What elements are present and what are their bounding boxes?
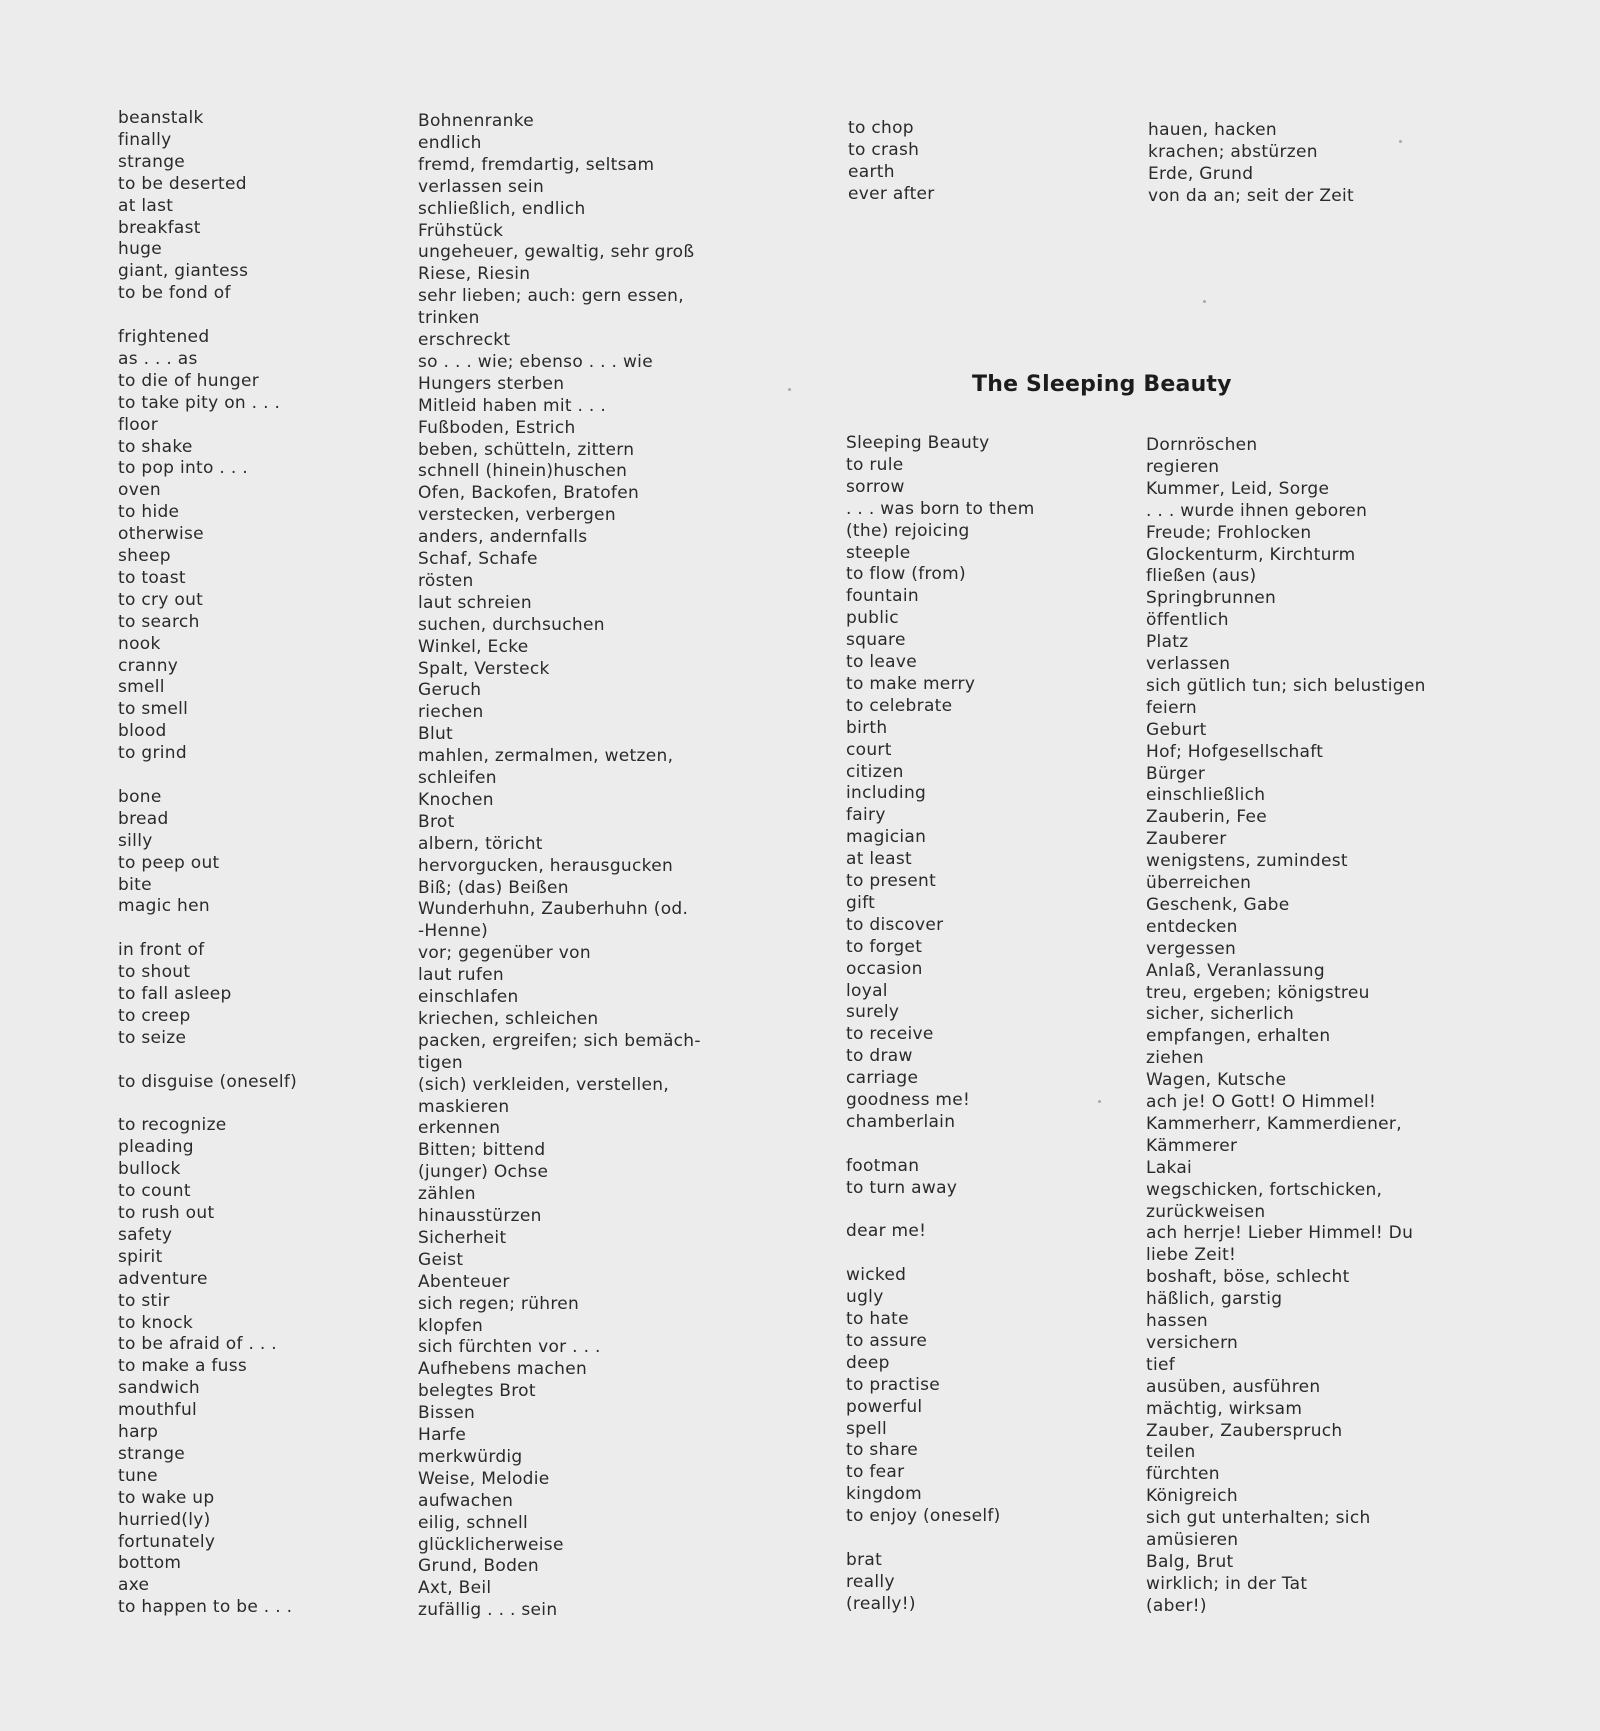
vocab-entry: anders, andernfalls xyxy=(418,527,588,548)
vocab-entry: magic hen xyxy=(118,896,210,917)
vocab-entry: Bitten; bittend xyxy=(418,1140,546,1161)
vocab-entry: adventure xyxy=(118,1268,208,1289)
vocab-entry: Geruch xyxy=(418,680,482,701)
vocab-entry: to assure xyxy=(846,1330,928,1351)
vocab-entry: Spalt, Versteck xyxy=(418,658,550,679)
vocab-entry: Harfe xyxy=(418,1425,467,1445)
vocab-entry: ungeheuer, gewaltig, sehr groß xyxy=(418,242,695,263)
vocab-entry: to be afraid of . . . xyxy=(118,1334,277,1355)
vocab-entry: ausüben, ausführen xyxy=(1146,1376,1321,1397)
vocab-entry: Kämmerer xyxy=(1146,1135,1238,1156)
vocab-entry: to stir xyxy=(118,1290,170,1311)
vocab-entry: magician xyxy=(846,827,927,848)
vocab-entry: . . . wurde ihnen geboren xyxy=(1146,500,1368,521)
vocab-entry: to hate xyxy=(846,1309,909,1329)
vocab-entry: tune xyxy=(118,1465,158,1486)
vocab-entry: häßlich, garstig xyxy=(1146,1289,1283,1310)
vocab-entry: Wagen, Kutsche xyxy=(1146,1070,1287,1091)
vocab-entry: Frühstück xyxy=(418,220,504,241)
vocab-entry: sehr lieben; auch: gern essen, xyxy=(418,286,684,307)
vocab-entry: ach je! O Gott! O Himmel! xyxy=(1146,1092,1377,1112)
vocab-entry: verlassen sein xyxy=(418,176,545,197)
vocab-entry: fließen (aus) xyxy=(1146,566,1257,587)
vocab-entry: harp xyxy=(118,1422,159,1442)
vocab-entry: Zauberer xyxy=(1146,829,1227,850)
vocab-entry: fountain xyxy=(846,586,919,607)
vocab-entry: kriechen, schleichen xyxy=(418,1008,599,1029)
vocab-entry: sich gütlich tun; sich belustigen xyxy=(1146,675,1426,696)
vocab-entry: zählen xyxy=(418,1184,476,1205)
vocab-entry: wenigstens, zumindest xyxy=(1146,851,1348,872)
vocab-entry: to recognize xyxy=(118,1115,227,1136)
vocab-entry: frightened xyxy=(118,327,210,347)
vocab-entry: bullock xyxy=(118,1159,181,1180)
vocab-entry: Grund, Boden xyxy=(418,1556,539,1577)
vocab-entry: erschreckt xyxy=(418,330,511,350)
vocab-entry: strange xyxy=(118,151,186,172)
vocab-entry: strange xyxy=(118,1443,186,1464)
vocab-entry: bread xyxy=(118,808,169,829)
vocab-entry: to shake xyxy=(118,436,193,457)
vocab-entry: sandwich xyxy=(118,1378,200,1399)
vocab-entry: to die of hunger xyxy=(118,370,259,391)
vocab-entry: to seize xyxy=(118,1027,187,1048)
vocab-entry: sicher, sicherlich xyxy=(1146,1004,1295,1025)
vocab-entry: maskieren xyxy=(418,1096,510,1117)
vocab-entry: to pop into . . . xyxy=(118,458,248,479)
vocab-entry: to enjoy (oneself) xyxy=(846,1506,1001,1527)
vocab-entry: hinausstürzen xyxy=(418,1206,542,1226)
vocab-entry: aufwachen xyxy=(418,1490,514,1511)
vocab-entry: including xyxy=(846,783,927,804)
vocab-entry: packen, ergreifen; sich bemäch- xyxy=(418,1030,701,1051)
vocab-entry: . . . was born to them xyxy=(846,498,1035,519)
vocab-entry: zurückweisen xyxy=(1146,1201,1266,1222)
vocab-entry: ever after xyxy=(848,183,935,204)
vocab-entry: at last xyxy=(118,195,174,216)
vocab-entry: dear me! xyxy=(846,1221,927,1242)
vocab-entry: sorrow xyxy=(846,476,905,497)
vocab-entry: trinken xyxy=(418,308,480,329)
vocab-entry: beben, schütteln, zittern xyxy=(418,439,635,460)
vocab-entry: citizen xyxy=(846,761,904,782)
vocab-entry: to creep xyxy=(118,1005,191,1026)
vocab-entry: court xyxy=(846,739,892,760)
vocab-entry: to make a fuss xyxy=(118,1356,248,1377)
vocab-entry: Geschenk, Gabe xyxy=(1146,894,1290,915)
vocab-entry: to chop xyxy=(848,118,914,138)
vocab-entry: wicked xyxy=(846,1265,907,1286)
vocab-entry: oven xyxy=(118,480,161,501)
vocab-entry: in front of xyxy=(118,940,205,961)
vocab-entry: blood xyxy=(118,721,167,742)
vocab-entry: spirit xyxy=(118,1246,163,1267)
scan-speck xyxy=(788,388,791,391)
vocab-entry: einschließlich xyxy=(1146,785,1266,806)
vocab-entry: wirklich; in der Tat xyxy=(1146,1573,1308,1594)
vocab-entry: Kammerherr, Kammerdiener, xyxy=(1146,1113,1402,1134)
vocab-entry: to turn away xyxy=(846,1177,958,1198)
vocab-entry: zufällig . . . sein xyxy=(418,1600,558,1621)
vocab-entry: -Henne) xyxy=(418,921,489,942)
vocab-entry: to toast xyxy=(118,567,186,588)
vocab-entry: silly xyxy=(118,830,153,851)
vocab-entry: Bissen xyxy=(418,1403,476,1424)
vocab-entry: schleifen xyxy=(418,768,497,788)
vocab-entry: erkennen xyxy=(418,1118,501,1139)
vocab-entry: to draw xyxy=(846,1046,913,1067)
vocab-entry: nook xyxy=(118,633,161,654)
vocab-entry: einschlafen xyxy=(418,987,519,1007)
vocab-entry: fortunately xyxy=(118,1531,216,1552)
vocab-entry: (junger) Ochse xyxy=(418,1162,549,1183)
vocab-entry: Lakai xyxy=(1146,1157,1193,1178)
vocab-entry: Blut xyxy=(418,724,454,745)
vocab-entry: Riese, Riesin xyxy=(418,264,531,285)
vocab-entry: to discover xyxy=(846,914,944,935)
vocab-entry: cranny xyxy=(118,655,179,676)
vocab-entry: at least xyxy=(846,849,913,870)
vocab-entry: tigen xyxy=(418,1052,463,1073)
vocab-entry: to practise xyxy=(846,1374,941,1395)
vocab-entry: Anlaß, Veranlassung xyxy=(1146,960,1325,981)
vocab-entry: Balg, Brut xyxy=(1146,1551,1234,1572)
vocab-entry: mahlen, zermalmen, wetzen, xyxy=(418,746,674,767)
vocab-entry: Sleeping Beauty xyxy=(846,433,990,453)
vocab-entry: smell xyxy=(118,677,165,698)
vocab-entry: entdecken xyxy=(1146,916,1238,937)
vocab-entry: klopfen xyxy=(418,1315,484,1336)
vocab-entry: Hungers sterben xyxy=(418,373,565,394)
vocab-entry: krachen; abstürzen xyxy=(1148,141,1318,162)
vocab-entry: tief xyxy=(1146,1354,1176,1375)
vocab-entry: belegtes Brot xyxy=(418,1381,536,1402)
vocab-entry: Brot xyxy=(418,811,455,832)
vocab-entry: treu, ergeben; königstreu xyxy=(1146,982,1370,1003)
vocab-entry: safety xyxy=(118,1224,173,1245)
vocab-entry: to present xyxy=(846,871,937,891)
vocab-entry: breakfast xyxy=(118,217,201,238)
vocab-entry: Platz xyxy=(1146,632,1189,653)
vocab-entry: beanstalk xyxy=(118,108,204,128)
vocab-entry: giant, giantess xyxy=(118,261,249,282)
vocab-entry: boshaft, böse, schlecht xyxy=(1146,1267,1350,1288)
vocab-entry: bone xyxy=(118,786,162,807)
vocab-entry: sich fürchten vor . . . xyxy=(418,1337,601,1358)
vocab-entry: steeple xyxy=(846,542,911,563)
vocab-entry: Zauber, Zauberspruch xyxy=(1146,1420,1343,1441)
vocab-entry: really xyxy=(846,1571,895,1592)
vocab-entry: Schaf, Schafe xyxy=(418,549,538,569)
vocab-entry: finally xyxy=(118,129,172,150)
vocab-entry: axe xyxy=(118,1575,150,1596)
vocab-entry: verstecken, verbergen xyxy=(418,505,616,526)
vocab-entry: Axt, Beil xyxy=(418,1578,492,1599)
vocab-entry: versichern xyxy=(1146,1332,1239,1353)
vocab-entry: to celebrate xyxy=(846,695,953,716)
vocab-entry: hauen, hacken xyxy=(1148,120,1277,140)
vocab-entry: Sicherheit xyxy=(418,1227,507,1248)
vocab-entry: to share xyxy=(846,1440,918,1461)
vocab-entry: wegschicken, fortschicken, xyxy=(1146,1179,1383,1200)
vocab-entry: vergessen xyxy=(1146,938,1237,959)
vocab-entry: Königreich xyxy=(1146,1486,1238,1507)
vocab-entry: to grind xyxy=(118,743,187,764)
vocab-entry: sich regen; rühren xyxy=(418,1293,580,1314)
vocab-entry: deep xyxy=(846,1352,890,1373)
vocab-entry: (the) rejoicing xyxy=(846,520,970,541)
vocab-entry: Bürger xyxy=(1146,763,1206,784)
vocab-entry: to fear xyxy=(846,1462,905,1483)
vocab-entry: to disguise (oneself) xyxy=(118,1071,298,1092)
vocab-entry: überreichen xyxy=(1146,873,1252,893)
vocab-entry: Wunderhuhn, Zauberhuhn (od. xyxy=(418,899,689,920)
vocab-entry: hervorgucken, herausgucken xyxy=(418,855,674,876)
vocab-entry: liebe Zeit! xyxy=(1146,1245,1237,1266)
vocab-entry: bite xyxy=(118,874,152,895)
vocab-entry: ugly xyxy=(846,1287,884,1308)
vocab-entry: Dornröschen xyxy=(1146,435,1258,455)
vocab-entry: square xyxy=(846,630,906,651)
vocab-entry: Winkel, Ecke xyxy=(418,636,529,657)
vocab-entry: (sich) verkleiden, verstellen, xyxy=(418,1074,670,1095)
vocab-entry: surely xyxy=(846,1002,900,1023)
vocab-entry: pleading xyxy=(118,1137,194,1158)
vocab-entry: Springbrunnen xyxy=(1146,588,1277,609)
vocab-entry: footman xyxy=(846,1155,920,1176)
vocab-entry: suchen, durchsuchen xyxy=(418,614,605,635)
vocab-entry: floor xyxy=(118,414,158,435)
vocab-entry: birth xyxy=(846,717,888,738)
vocab-entry: bottom xyxy=(118,1553,182,1574)
vocab-entry: to wake up xyxy=(118,1487,215,1508)
vocab-entry: to cry out xyxy=(118,589,204,610)
vocab-entry: Freude; Frohlocken xyxy=(1146,522,1312,543)
vocab-entry: Bohnenranke xyxy=(418,111,535,131)
vocab-entry: to happen to be . . . xyxy=(118,1597,293,1618)
vocab-entry: carriage xyxy=(846,1068,919,1089)
vocab-entry: Ofen, Backofen, Bratofen xyxy=(418,483,640,504)
vocab-entry: Biß; (das) Beißen xyxy=(418,877,569,898)
vocab-entry: to be deserted xyxy=(118,173,247,194)
vocab-entry: to crash xyxy=(848,139,920,160)
vocab-entry: to take pity on . . . xyxy=(118,392,281,413)
vocab-entry: Kummer, Leid, Sorge xyxy=(1146,478,1330,499)
vocab-entry: sheep xyxy=(118,546,171,566)
vocab-entry: von da an; seit der Zeit xyxy=(1148,185,1355,206)
vocab-entry: to receive xyxy=(846,1024,934,1045)
vocab-entry: otherwise xyxy=(118,524,204,545)
vocab-entry: feiern xyxy=(1146,697,1197,718)
vocab-entry: schließlich, endlich xyxy=(418,198,586,219)
scan-speck xyxy=(1098,1100,1101,1103)
vocab-entry: schnell (hinein)huschen xyxy=(418,461,628,482)
vocab-entry: kingdom xyxy=(846,1484,922,1505)
vocab-entry: to be fond of xyxy=(118,283,231,304)
vocab-entry: verlassen xyxy=(1146,654,1231,674)
vocab-entry: Hof; Hofgesellschaft xyxy=(1146,741,1324,762)
vocab-entry: chamberlain xyxy=(846,1111,956,1132)
vocab-entry: to rush out xyxy=(118,1203,215,1223)
vocab-entry: teilen xyxy=(1146,1442,1196,1463)
vocab-entry: empfangen, erhalten xyxy=(1146,1026,1331,1047)
vocab-entry: mächtig, wirksam xyxy=(1146,1398,1303,1419)
vocab-entry: fürchten xyxy=(1146,1464,1220,1485)
vocab-entry: hurried(ly) xyxy=(118,1509,211,1530)
vocab-entry: powerful xyxy=(846,1396,923,1417)
vocab-entry: to make merry xyxy=(846,673,976,694)
vocab-entry: regieren xyxy=(1146,456,1220,477)
vocab-entry: loyal xyxy=(846,980,888,1001)
vocab-entry: Knochen xyxy=(418,789,494,810)
vocab-entry: spell xyxy=(846,1418,888,1439)
vocab-entry: Weise, Melodie xyxy=(418,1468,550,1489)
vocab-entry: riechen xyxy=(418,702,484,723)
vocab-entry: to peep out xyxy=(118,852,220,873)
vocab-entry: Glockenturm, Kirchturm xyxy=(1146,544,1356,565)
vocab-entry: so . . . wie; ebenso . . . wie xyxy=(418,351,653,372)
vocab-entry: (really!) xyxy=(846,1593,916,1614)
vocab-entry: as . . . as xyxy=(118,348,198,369)
section-title: The Sleeping Beauty xyxy=(972,372,1232,397)
vocab-entry: endlich xyxy=(418,132,482,153)
vocab-entry: Geist xyxy=(418,1249,464,1270)
vocab-entry: laut rufen xyxy=(418,965,504,986)
vocab-entry: Abenteuer xyxy=(418,1271,510,1292)
vocab-entry: ziehen xyxy=(1146,1048,1204,1069)
vocab-entry: to knock xyxy=(118,1312,194,1333)
vocab-entry: öffentlich xyxy=(1146,610,1229,631)
scan-speck xyxy=(1399,140,1402,143)
vocab-entry: to fall asleep xyxy=(118,984,232,1004)
vocab-entry: occasion xyxy=(846,958,923,979)
vocab-entry: public xyxy=(846,608,899,629)
vocab-entry: to forget xyxy=(846,936,923,957)
vocab-entry: brat xyxy=(846,1549,883,1570)
vocab-entry: mouthful xyxy=(118,1400,198,1421)
vocab-entry: Aufhebens machen xyxy=(418,1359,588,1380)
vocab-entry: to leave xyxy=(846,652,917,672)
vocab-entry: (aber!) xyxy=(1146,1595,1207,1616)
vocab-entry: ach herrje! Lieber Himmel! Du xyxy=(1146,1223,1414,1244)
vocab-entry: rösten xyxy=(418,570,474,591)
vocab-entry: fairy xyxy=(846,805,886,826)
vocab-entry: fremd, fremdartig, seltsam xyxy=(418,154,655,175)
vocab-entry: to hide xyxy=(118,502,180,523)
vocab-entry: sich gut unterhalten; sich xyxy=(1146,1508,1371,1529)
vocab-entry: Geburt xyxy=(1146,719,1207,740)
scan-speck xyxy=(1203,300,1206,303)
vocab-entry: goodness me! xyxy=(846,1090,971,1110)
vocab-entry: laut schreien xyxy=(418,592,532,613)
vocab-entry: gift xyxy=(846,892,876,913)
vocab-entry: merkwürdig xyxy=(418,1446,523,1467)
vocab-entry: earth xyxy=(848,161,895,182)
vocab-entry: to count xyxy=(118,1181,191,1202)
vocab-entry: to shout xyxy=(118,962,191,983)
vocab-entry: glücklicherweise xyxy=(418,1534,564,1555)
vocab-entry: to search xyxy=(118,611,200,632)
vocab-entry: hassen xyxy=(1146,1311,1208,1331)
vocab-entry: Fußboden, Estrich xyxy=(418,417,576,438)
vocab-entry: albern, töricht xyxy=(418,833,543,854)
vocab-entry: vor; gegenüber von xyxy=(418,943,591,964)
vocab-entry: eilig, schnell xyxy=(418,1512,529,1533)
vocab-entry: to rule xyxy=(846,454,904,475)
vocab-entry: huge xyxy=(118,239,162,260)
vocab-entry: to smell xyxy=(118,699,189,720)
vocab-entry: to flow (from) xyxy=(846,564,966,585)
vocab-entry: Erde, Grund xyxy=(1148,163,1254,184)
vocab-entry: amüsieren xyxy=(1146,1530,1239,1550)
vocab-entry: Zauberin, Fee xyxy=(1146,807,1268,828)
vocab-entry: Mitleid haben mit . . . xyxy=(418,395,607,416)
